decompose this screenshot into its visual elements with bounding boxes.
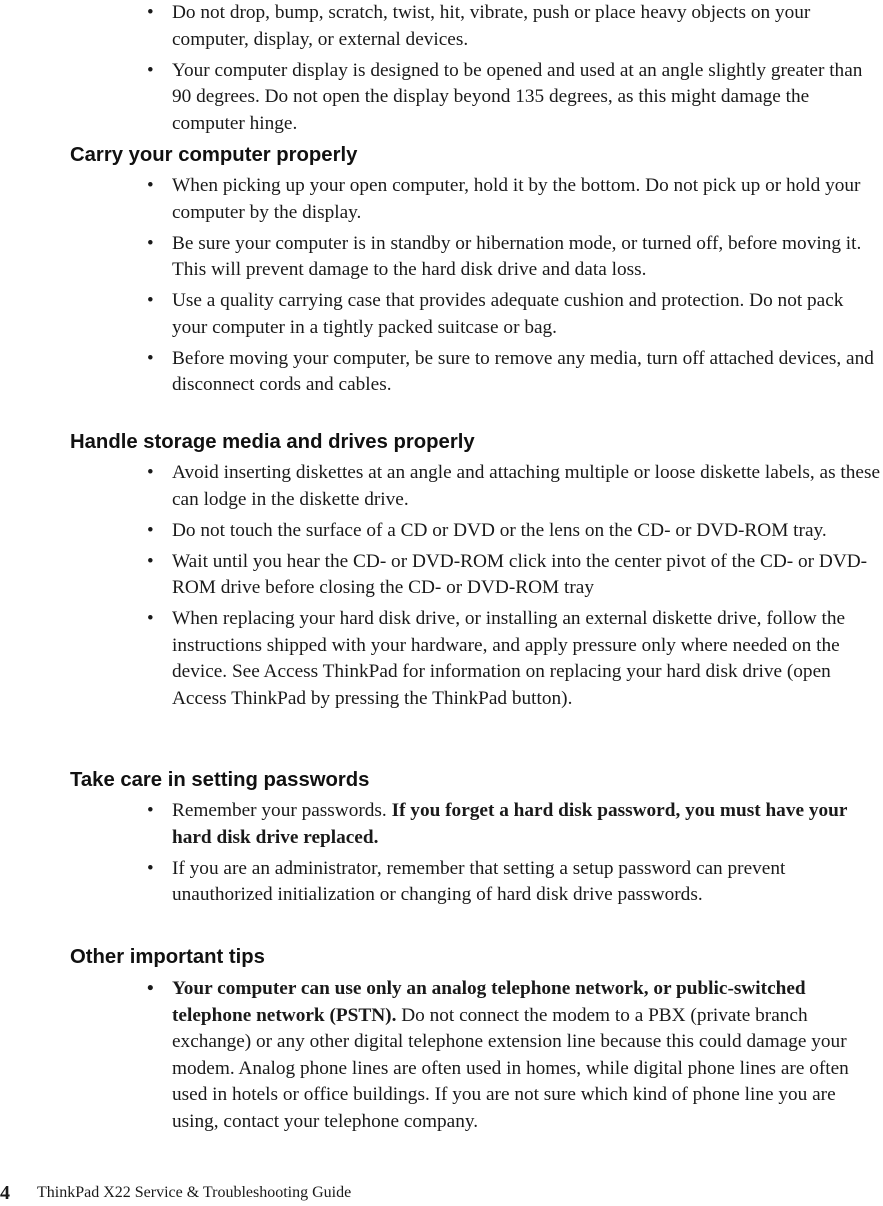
list-item — [0, 346, 883, 399]
list-item — [0, 231, 883, 284]
list-item — [0, 798, 883, 851]
bullet-glyph: • — [147, 857, 154, 879]
list-item-text: Avoid inserting diskettes at an angle and attaching multiple or loose diskette labels, as these can lodge in the diskette drive. — [172, 462, 881, 510]
list-item — [0, 976, 883, 1135]
carry-bullet-list — [0, 173, 883, 403]
bullet-glyph: • — [147, 232, 154, 254]
list-item-bold-text: If you forget a hard disk password, you must have your hard disk drive replaced. — [172, 800, 848, 848]
list-item — [0, 0, 883, 53]
list-item — [0, 288, 883, 341]
footer-title: ThinkPad X22 Service & Troubleshooting Guide — [37, 1184, 352, 1201]
list-item-text: Be sure your computer is in standby or hibernation mode, or turned off, before moving it. This will prevent damage to the hard disk drive and data loss. — [172, 232, 862, 280]
list-item-text: Use a quality carrying case that provides adequate cushion and protection. Do not pack your computer in a tightly packed suitcase or bag. — [172, 290, 844, 338]
bullet-glyph: • — [147, 347, 154, 369]
list-item — [0, 173, 883, 226]
bullet-glyph: • — [147, 550, 154, 572]
bullet-glyph: • — [147, 2, 154, 23]
list-item — [0, 460, 883, 513]
bullet-glyph: • — [147, 175, 154, 196]
passwords-bullet-list — [0, 798, 883, 913]
list-item-text: Remember your passwords. — [172, 800, 392, 821]
section-heading-tips: Other important tips — [70, 946, 265, 968]
bullet-glyph: • — [147, 608, 154, 629]
list-item-text: Do not connect the modem to a PBX (private branch exchange) or any other digital telephone extension line because this could damage your modem. Analog phone lines are often used in homes, while digital phone lines are often used in hotels or office buildings. If you are not sure which kind of phone line you are using, contact your telephone company. — [172, 1004, 849, 1132]
bullet-glyph: • — [147, 519, 154, 541]
list-item — [0, 58, 883, 138]
list-item-text: If you are an administrator, remember that setting a setup password can prevent unauthorized initialization or changing of hard disk drive passwords. — [172, 857, 786, 905]
list-item-text: When picking up your open computer, hold it by the bottom. Do not pick up or hold your computer by the display. — [172, 175, 861, 223]
tips-bullet-list — [0, 976, 883, 1140]
bullet-glyph: • — [147, 59, 154, 81]
list-item-text: Do not drop, bump, scratch, twist, hit, vibrate, push or place heavy objects on your computer, display, or external devices. — [172, 2, 811, 50]
bullet-glyph: • — [147, 462, 154, 483]
media-bullet-list — [0, 460, 883, 717]
page-number: 4 — [0, 1182, 10, 1204]
section-heading-passwords: Take care in setting passwords — [70, 769, 370, 791]
list-item-text: Before moving your computer, be sure to remove any media, turn off attached devices, and disconnect cords and cables. — [172, 347, 874, 395]
list-item — [0, 549, 883, 602]
bullet-glyph: • — [147, 290, 154, 311]
bullet-glyph: • — [147, 800, 154, 821]
list-item-bold-text: Your computer can use only an analog telephone network, or public-switched telephone network (PSTN). — [172, 978, 806, 1026]
list-item — [0, 518, 883, 545]
list-item-text: Your computer display is designed to be opened and used at an angle slightly greater than 90 degrees. Do not open the display beyond 135 degrees, as this might damage the computer hinge. — [172, 59, 863, 134]
bullet-glyph: • — [147, 978, 154, 999]
list-item-text: Do not touch the surface of a CD or DVD or the lens on the CD- or DVD-ROM tray. — [172, 519, 827, 541]
list-item-text: Wait until you hear the CD- or DVD-ROM click into the center pivot of the CD- or DVD-ROM drive before closing the CD- or DVD-ROM tray — [172, 550, 868, 598]
section-heading-media: Handle storage media and drives properly — [70, 431, 475, 453]
list-item — [0, 856, 883, 909]
list-item — [0, 606, 883, 712]
section-heading-carry: Carry your computer properly — [70, 144, 358, 166]
list-item-text: When replacing your hard disk drive, or installing an external diskette drive, follow the instructions shipped with your hardware, and apply pressure only where needed on the device. See Access ThinkPad for information on replacing your hard disk drive (open Access ThinkPad by pressing the ThinkPad button). — [172, 608, 846, 709]
top-bullet-list — [0, 0, 883, 142]
